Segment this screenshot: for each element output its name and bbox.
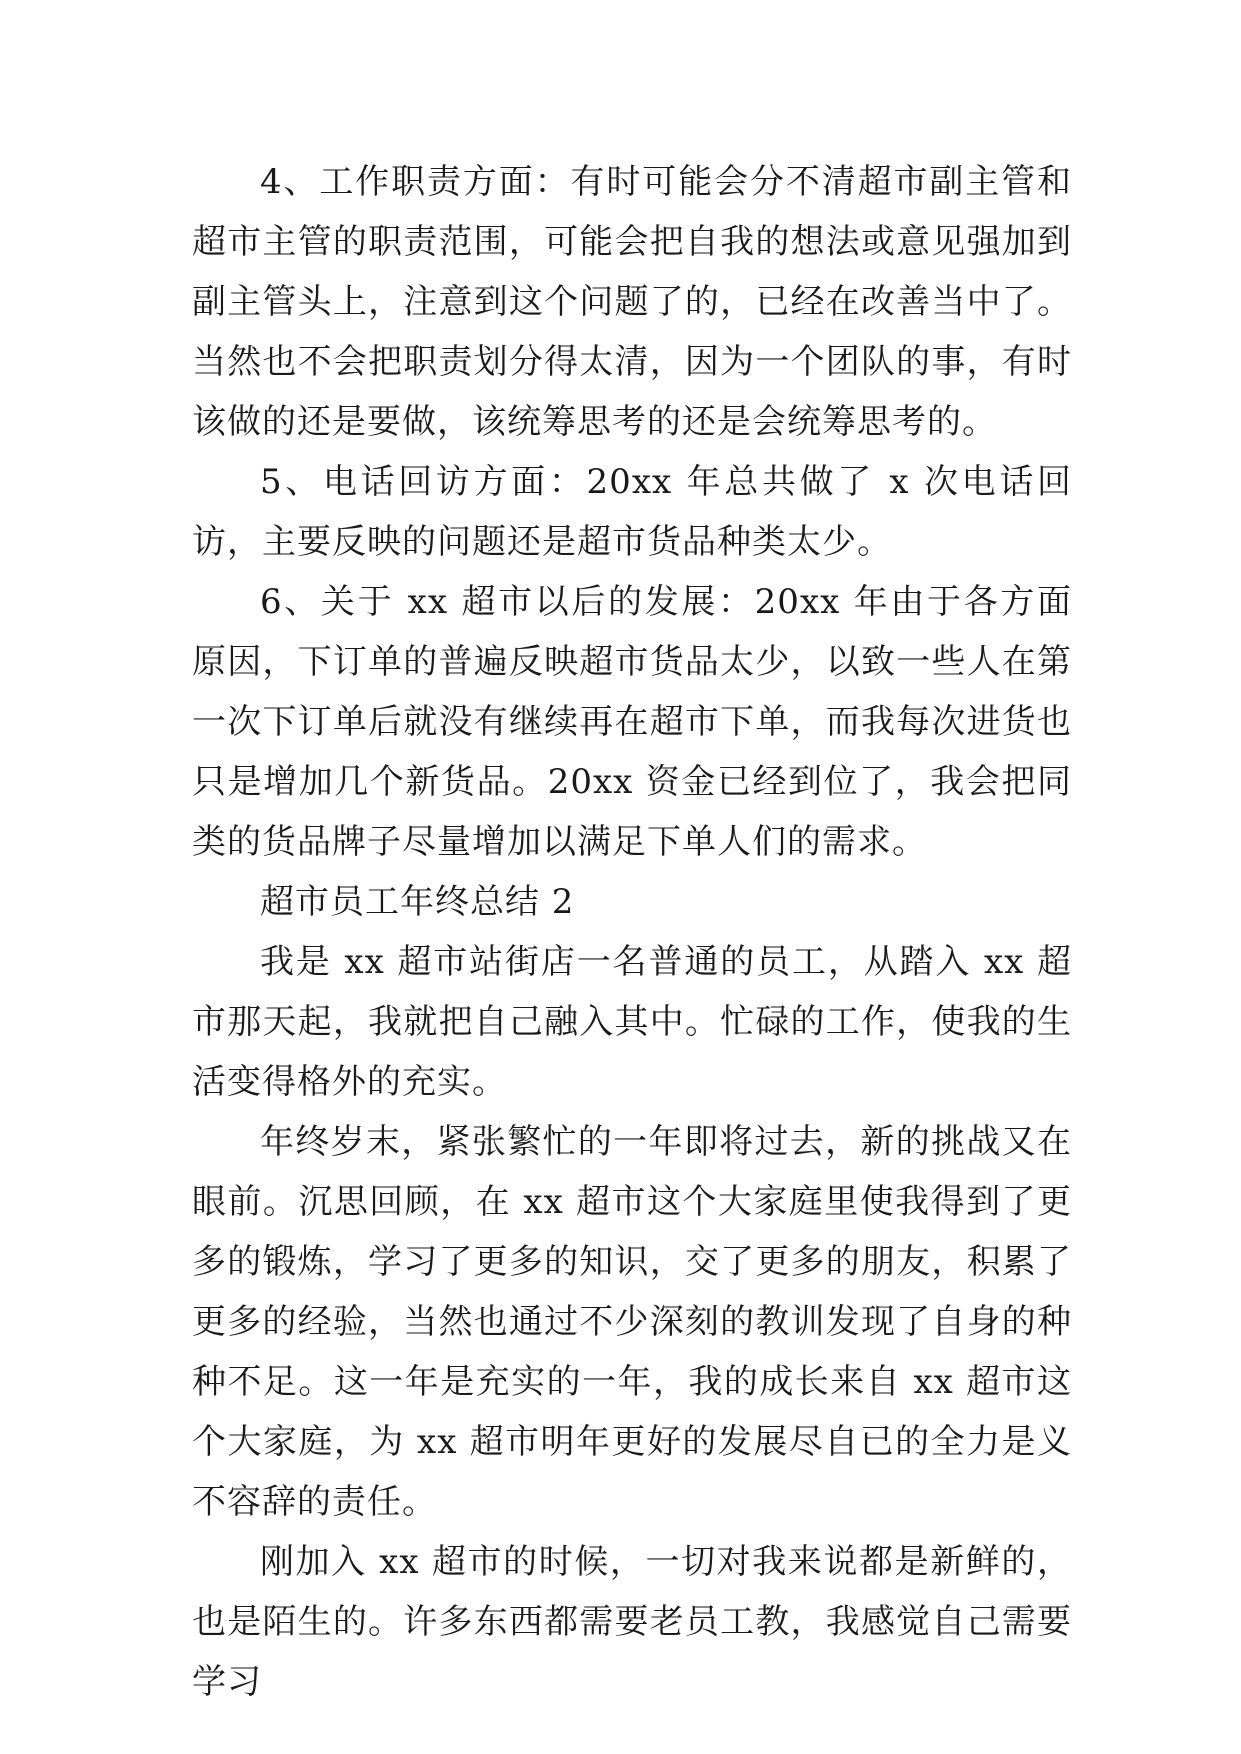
paragraph-year-review: 年终岁末，紧张繁忙的一年即将过去，新的挑战又在眼前。沉思回顾，在 xx 超市这个大家庭里使我得到了更多的锻炼，学习了更多的知识，交了更多的朋友，积累了更多的经验，当然也通过不少深刻的教训发现了自身的种种不足。这一年是充实的一年，我的成长来自 xx 超市这个大家庭，为 xx 超市明年更好的发展尽自已的全力是义不容辞的责任。	[192, 1122, 1072, 1522]
section-title: 超市员工年终总结 2	[260, 882, 575, 922]
paragraph-job-duties: 4、工作职责方面：有时可能会分不清超市副主管和超市主管的职责范围，可能会把自我的想法或意见强加到副主管头上，注意到这个问题了的，已经在改善当中了。当然也不会把职责划分得太清，因为一个团队的事，有时该做的还是要做，该统筹思考的还是会统筹思考的。	[192, 162, 1072, 442]
paragraph-future-development: 6、关于 xx 超市以后的发展：20xx 年由于各方面原因，下订单的普遍反映超市货品太少，以致一些人在第一次下订单后就没有继续再在超市下单，而我每次进货也只是增加几个新货品。20xx 资金已经到位了，我会把同类的货品牌子尽量增加以满足下单人们的需求。	[192, 582, 1072, 862]
document-body	[192, 152, 1072, 1712]
paragraph-phone-followup: 5、电话回访方面：20xx 年总共做了 x 次电话回访，主要反映的问题还是超市货品种类太少。	[192, 462, 1072, 562]
paragraph-introduction: 我是 xx 超市站街店一名普通的员工，从踏入 xx 超市那天起，我就把自己融入其中。忙碌的工作，使我的生活变得格外的充实。	[192, 942, 1072, 1102]
paragraph-first-joining: 刚加入 xx 超市的时候，一切对我来说都是新鲜的，也是陌生的。许多东西都需要老员工教，我感觉自己需要学习	[192, 1542, 1072, 1702]
